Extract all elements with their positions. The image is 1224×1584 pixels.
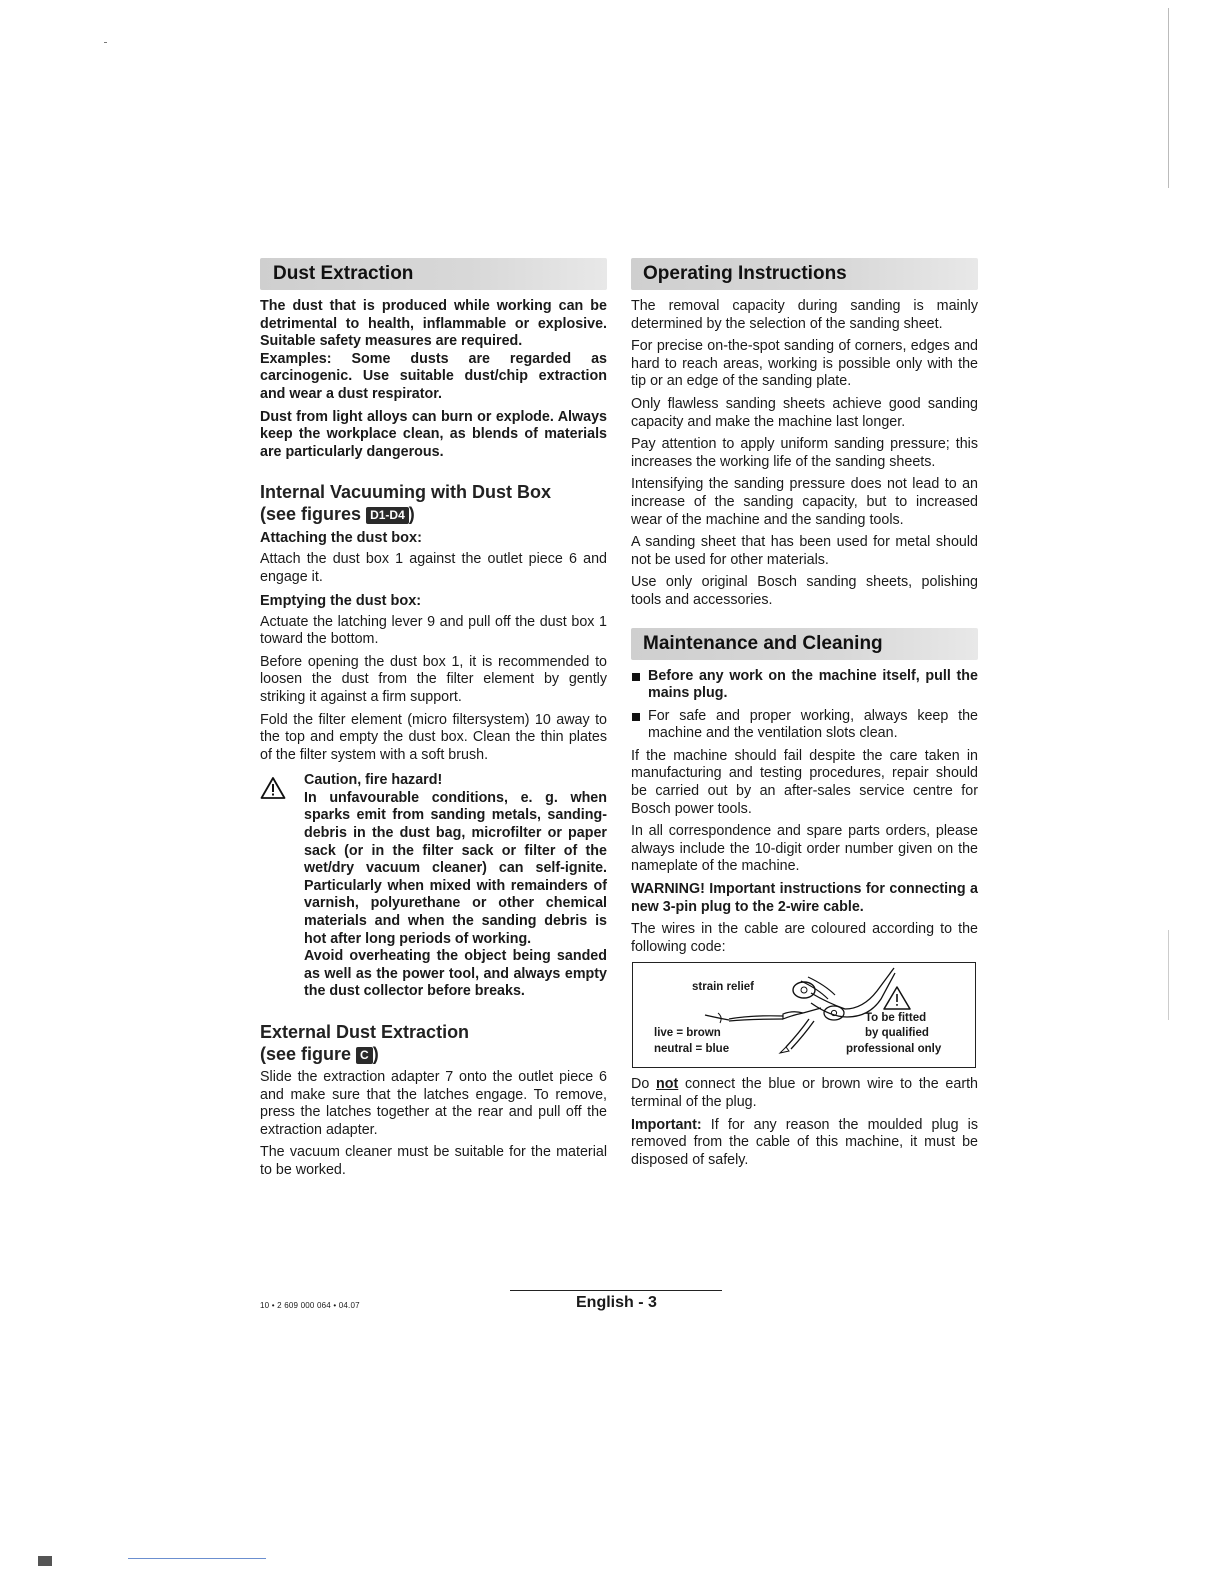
attaching-dust-box-heading: Attaching the dust box: xyxy=(260,530,422,547)
plug-warning-text: WARNING! Important instructions for connecting a new 3-pin plug to the 2-wire cable. xyxy=(631,881,978,915)
emptying-dust-box-heading: Emptying the dust box: xyxy=(260,592,422,609)
before-opening-text: Before opening the dust box 1, it is recommended to loosen the dust from the filter element by gently striking it against a firm support. xyxy=(260,653,607,705)
internal-vacuuming-heading xyxy=(260,481,607,525)
keep-clean-text: For safe and proper working, always keep the machine and the ventilation slots clean. xyxy=(648,707,978,742)
important-label: Important: xyxy=(631,1116,702,1133)
keep-clean-bullet xyxy=(631,708,978,743)
fitted-label-line1: To be fitted xyxy=(865,1012,927,1025)
extraction-adapter-text: Slide the extraction adapter 7 onto the outlet piece 6 and make sure that the latches engage. To remove, press the latches together at the rear and pull off the extraction adapter. xyxy=(260,1069,607,1138)
internal-vacuuming-title: Internal Vacuuming with Dust Box xyxy=(260,482,552,503)
do-suffix: connect the blue or brown wire to the earth terminal of the plug. xyxy=(631,1076,979,1110)
moulded-plug-text xyxy=(631,1117,978,1170)
left-column xyxy=(260,258,607,1185)
do-prefix: Do xyxy=(631,1076,657,1093)
vacuum-cleaner-suitability-text: The vacuum cleaner must be suitable for the material to be worked. xyxy=(260,1144,607,1178)
external-see-figure: (see figure xyxy=(260,1044,352,1064)
fire-hazard-caution xyxy=(260,772,607,1001)
scan-edge-mark xyxy=(1168,930,1169,1020)
fold-filter-text: Fold the filter element (micro filtersystem) 10 away to the top and empty the dust box. Clean the thin plates of the filter system with a soft brush. xyxy=(260,711,607,763)
fitted-label-line3: professional only xyxy=(846,1043,942,1056)
figure-reference-badge: C xyxy=(356,1047,373,1064)
strain-relief-label: strain relief xyxy=(692,981,754,994)
caution-overheating-text: Avoid overheating the object being sanded as well as the power tool, and always empty the dust collector before breaks. xyxy=(304,948,607,1000)
caution-self-ignite-text: In unfavourable conditions, e. g. when sparks emit from sanding metals, sanding-debris in the dust bag, microfilter or paper sack (or in the filter sack or filter of the wet/dry vacuum cleaner) can self-ignite. Particularly when mixed with remainders of varnish, polyurethane or other chemical materials and when the sanding debris is hot after long periods of working. xyxy=(304,789,607,947)
dust-extraction-heading: Dust Extraction xyxy=(260,258,607,290)
figure-reference-badge: D1-D4 xyxy=(366,507,409,524)
footer-divider xyxy=(510,1290,722,1291)
repair-service-text: If the machine should fail despite the care taken in manufacturing and testing procedures, repair should be carried out by an after-sales service centre for Bosch power tools. xyxy=(631,747,978,817)
external-extraction-title: External Dust Extraction xyxy=(260,1022,470,1042)
scan-speck xyxy=(104,42,107,43)
attaching-dust-box-text: Attach the dust box 1 against the outlet piece 6 and engage it. xyxy=(260,551,607,585)
mains-plug-text: Before any work on the machine itself, pull the mains plug. xyxy=(648,667,978,702)
scan-speck xyxy=(38,1556,52,1566)
scan-edge-mark xyxy=(1168,8,1169,188)
operating-paragraph: Only flawless sanding sheets achieve good sanding capacity and make the machine last longer. xyxy=(631,395,978,430)
wire-colour-code-text: The wires in the cable are coloured according to the following code: xyxy=(631,921,978,955)
order-number-text: In all correspondence and spare parts orders, please always include the 10-digit order number given on the nameplate of the machine. xyxy=(631,823,978,875)
dust-carcinogenic-examples: Examples: Some dusts are regarded as carcinogenic. Use suitable dust/chip extraction and wear a dust respirator. xyxy=(260,350,607,402)
neutral-wire-label: neutral = blue xyxy=(654,1043,730,1056)
dust-health-warning: The dust that is produced while working can be detrimental to health, inflammable or explosive. Suitable safety measures are required. xyxy=(260,298,607,350)
caution-title: Caution, fire hazard! xyxy=(304,772,443,789)
fitted-label-line2: by qualified xyxy=(865,1027,929,1040)
live-wire-label: live = brown xyxy=(654,1027,721,1040)
operating-instructions-heading: Operating Instructions xyxy=(631,258,978,290)
operating-paragraph: For precise on-the-spot sanding of corners, edges and hard to reach areas, working is possible only with the tip or an edge of the sanding plate. xyxy=(631,338,978,390)
operating-paragraph: The removal capacity during sanding is mainly determined by the selection of the sanding sheet. xyxy=(631,298,978,332)
light-alloy-warning: Dust from light alloys can burn or explode. Always keep the workplace clean, as blends of materials are particularly dangerous. xyxy=(260,408,607,460)
operating-paragraph: Pay attention to apply uniform sanding pressure; this increases the working life of the sanding sheets. xyxy=(631,436,978,470)
document-code: 10 • 2 609 000 064 • 04.07 xyxy=(260,1301,360,1310)
scan-edge-mark xyxy=(128,1558,266,1559)
page-number: English - 3 xyxy=(576,1294,657,1311)
emptying-dust-box-text: Actuate the latching lever 9 and pull off the dust box 1 toward the bottom. xyxy=(260,613,607,648)
plug-wiring-diagram xyxy=(632,962,976,1068)
right-column xyxy=(631,258,978,1174)
operating-paragraph: Use only original Bosch sanding sheets, polishing tools and accessories. xyxy=(631,574,978,608)
important-text: If for any reason the moulded plug is removed from the cable of this machine, it must be disposed of safely. xyxy=(631,1116,978,1168)
operating-paragraph: A sanding sheet that has been used for metal should not be used for other materials. xyxy=(631,534,978,568)
earth-terminal-text xyxy=(631,1076,978,1111)
bullet-square-icon xyxy=(632,673,640,681)
bullet-square-icon xyxy=(632,713,640,721)
external-dust-extraction-heading xyxy=(260,1021,607,1065)
external-title-close: ) xyxy=(372,1044,379,1064)
not-emphasis: not xyxy=(656,1076,679,1093)
internal-title-close: ) xyxy=(408,504,415,525)
warning-triangle-icon xyxy=(260,776,286,800)
maintenance-cleaning-heading: Maintenance and Cleaning xyxy=(631,628,978,660)
mains-plug-bullet xyxy=(631,668,978,703)
operating-paragraph: Intensifying the sanding pressure does not lead to an increase of the sanding capacity, but to increased wear of the machine and the sanding tools. xyxy=(631,476,978,528)
internal-see-figures: (see figures xyxy=(260,504,362,525)
